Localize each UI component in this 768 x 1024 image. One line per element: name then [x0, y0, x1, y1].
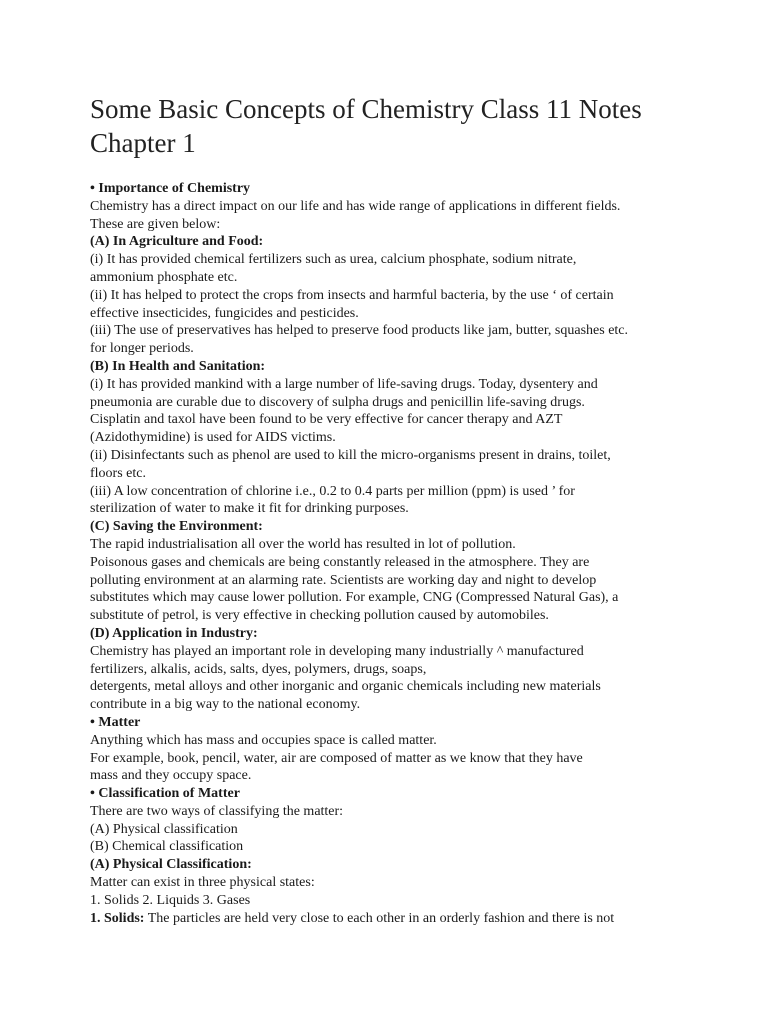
title-line-2: Chapter 1 [90, 128, 196, 158]
line-text: mass and they occupy space. [90, 768, 252, 784]
line-text: polluting environment at an alarming rate. Scientists are working day and night to develop [90, 572, 597, 588]
line-text: ammonium phosphate etc. [90, 269, 238, 285]
line-text: substitute of petrol, is very effective in checking pollution caused by automobiles. [90, 608, 549, 624]
text-line [90, 287, 680, 305]
text-line [90, 305, 680, 323]
text-line [90, 696, 680, 714]
text-line [90, 483, 680, 501]
bold-label: (A) Physical Classification: [90, 857, 252, 873]
line-text: The rapid industrialisation all over the world has resulted in lot of pollution. [90, 536, 516, 552]
line-text: (iii) The use of preservatives has helped to preserve food products like jam, butter, squashes etc. [90, 323, 629, 339]
line-text: Chemistry has played an important role in developing many industrially ^ manufactured [90, 643, 584, 659]
bold-label: (C) Saving the Environment: [90, 519, 263, 535]
text-line [90, 376, 680, 394]
text-line [90, 821, 680, 839]
text-line [90, 447, 680, 465]
text-line [90, 251, 680, 269]
bold-label: (A) In Agriculture and Food: [90, 234, 264, 250]
line-text: Matter can exist in three physical states: [90, 875, 315, 891]
line-text: for longer periods. [90, 341, 194, 357]
text-line [90, 767, 680, 785]
section-heading [90, 625, 680, 643]
text-line [90, 322, 680, 340]
text-line [90, 198, 680, 216]
line-text: (ii) Disinfectants such as phenol are used to kill the micro-organisms present in drains, toilet, [90, 447, 611, 463]
text-line [90, 643, 680, 661]
line-text: contribute in a big way to the national economy. [90, 697, 361, 713]
line-text: (Azidothymidine) is used for AIDS victims. [90, 430, 336, 446]
document-body [90, 180, 680, 927]
section-heading [90, 785, 680, 803]
text-line [90, 803, 680, 821]
line-text: Anything which has mass and occupies space is called matter. [90, 732, 437, 748]
bold-label: (B) In Health and Sanitation: [90, 358, 266, 374]
text-line [90, 678, 680, 696]
line-text: effective insecticides, fungicides and pesticides. [90, 305, 359, 321]
line-text: (iii) A low concentration of chlorine i.e., 0.2 to 0.4 parts per million (ppm) is used ’ for [90, 483, 575, 499]
section-heading [90, 856, 680, 874]
text-line [90, 732, 680, 750]
text-line [90, 536, 680, 554]
line-text: sterilization of water to make it fit for drinking purposes. [90, 501, 409, 517]
text-line [90, 572, 680, 590]
text-line [90, 411, 680, 429]
line-text: Cisplatin and taxol have been found to be very effective for cancer therapy and AZT [90, 412, 563, 428]
section-heading [90, 358, 680, 376]
title-line-1: Some Basic Concepts of Chemistry Class 11 Notes [90, 94, 642, 124]
line-text: detergents, metal alloys and other inorganic and organic chemicals including new materials [90, 679, 601, 695]
section-heading [90, 518, 680, 536]
text-line [90, 394, 680, 412]
bold-label: • Classification of Matter [90, 786, 240, 802]
line-text: 1. Solids 2. Liquids 3. Gases [90, 892, 251, 908]
line-text: There are two ways of classifying the matter: [90, 803, 344, 819]
document-page [90, 92, 680, 927]
line-text: These are given below: [90, 216, 221, 232]
line-text: fertilizers, alkalis, acids, salts, dyes, polymers, drugs, soaps, [90, 661, 427, 677]
bold-label: (D) Application in Industry: [90, 625, 258, 641]
line-text: (ii) It has helped to protect the crops from insects and harmful bacteria, by the use ‘ of certain [90, 287, 614, 303]
line-text: (A) Physical classification [90, 821, 238, 837]
text-line [90, 589, 680, 607]
line-text: Chemistry has a direct impact on our life and has wide range of applications in different fields. [90, 198, 621, 214]
line-text: (i) It has provided chemical fertilizers such as urea, calcium phosphate, sodium nitrate, [90, 252, 577, 268]
page-title [90, 92, 680, 160]
section-heading [90, 233, 680, 251]
bold-label: • Matter [90, 714, 141, 730]
text-line [90, 892, 680, 910]
line-text: The particles are held very close to each other in an orderly fashion and there is not [144, 910, 615, 926]
section-heading [90, 180, 680, 198]
line-text: pneumonia are curable due to discovery of sulpha drugs and penicillin life-saving drugs. [90, 394, 585, 410]
text-line [90, 910, 680, 928]
line-text: Poisonous gases and chemicals are being constantly released in the atmosphere. They are [90, 554, 590, 570]
section-heading [90, 714, 680, 732]
line-text: For example, book, pencil, water, air are composed of matter as we know that they have [90, 750, 583, 766]
text-line [90, 607, 680, 625]
line-text: (i) It has provided mankind with a large number of life-saving drugs. Today, dysentery and [90, 376, 598, 392]
line-text: floors etc. [90, 465, 146, 481]
text-line [90, 465, 680, 483]
text-line [90, 429, 680, 447]
text-line [90, 874, 680, 892]
text-line [90, 838, 680, 856]
text-line [90, 661, 680, 679]
bold-label: 1. Solids: [90, 910, 145, 926]
text-line [90, 554, 680, 572]
text-line [90, 269, 680, 287]
text-line [90, 750, 680, 768]
line-text: substitutes which may cause lower pollution. For example, CNG (Compressed Natural Gas), a [90, 590, 619, 606]
text-line [90, 500, 680, 518]
text-line [90, 340, 680, 358]
bold-label: • Importance of Chemistry [90, 181, 251, 196]
text-line [90, 216, 680, 234]
line-text: (B) Chemical classification [90, 839, 244, 855]
